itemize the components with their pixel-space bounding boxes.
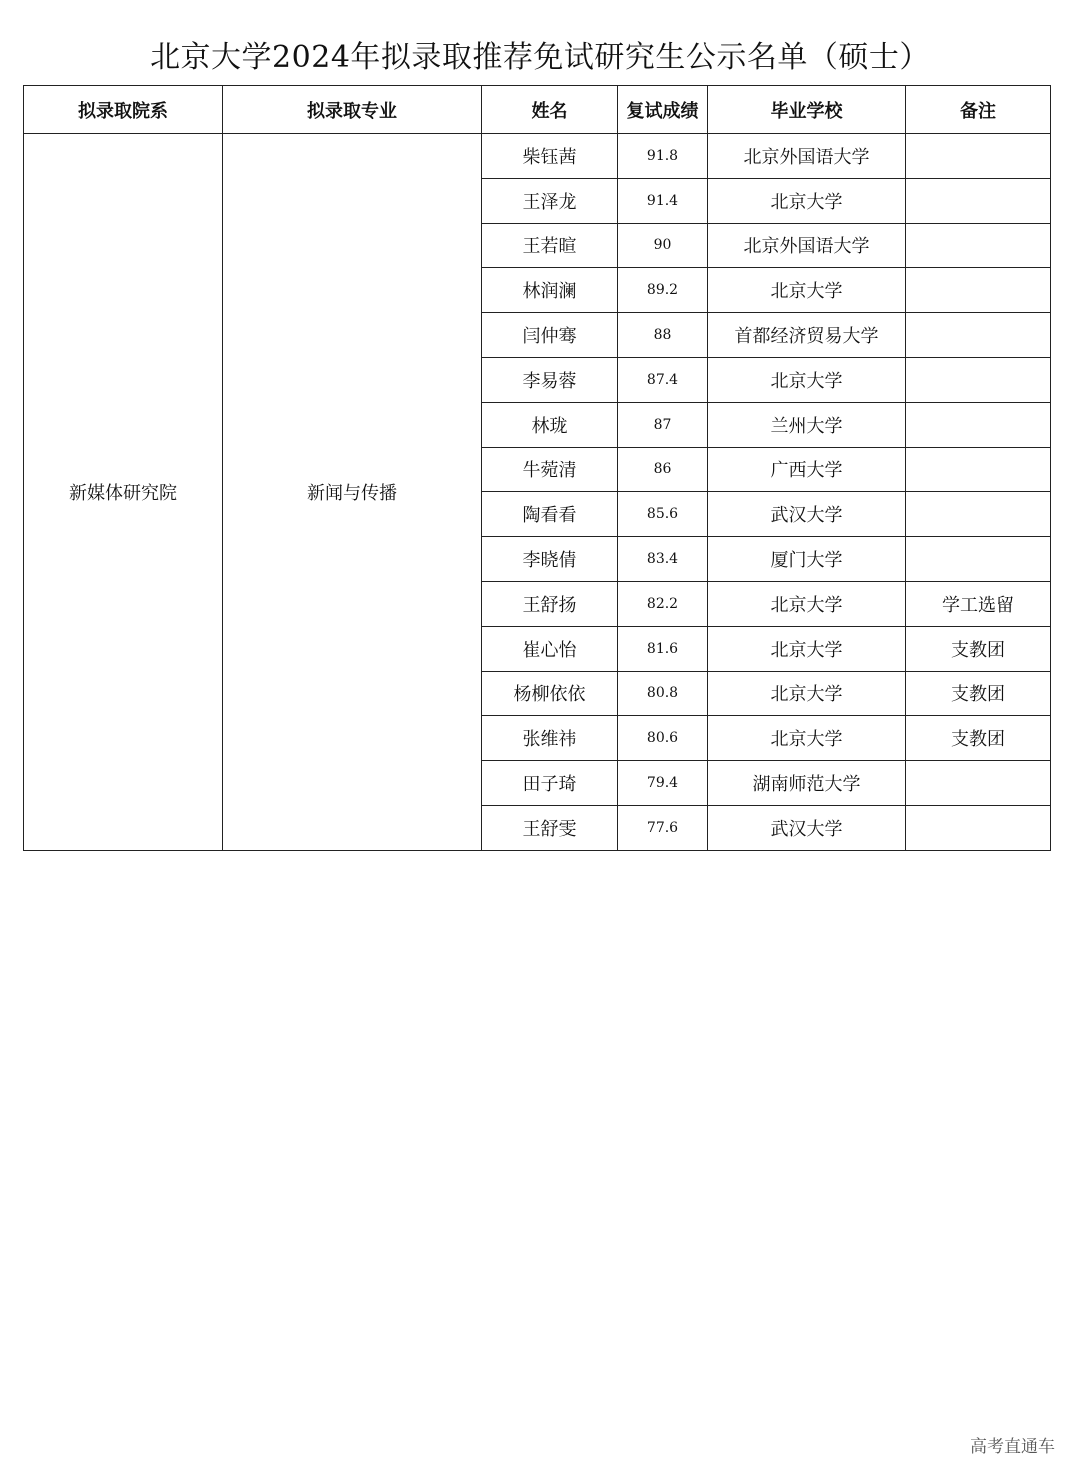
school-cell: 广西大学 bbox=[708, 447, 906, 492]
school-cell: 北京大学 bbox=[708, 178, 906, 223]
score-cell: 87 bbox=[618, 402, 708, 447]
name-cell: 陶看看 bbox=[482, 492, 618, 537]
score-cell: 87.4 bbox=[618, 357, 708, 402]
score-cell: 80.8 bbox=[618, 671, 708, 716]
table-body bbox=[24, 134, 1051, 851]
score-cell: 86 bbox=[618, 447, 708, 492]
score-cell: 82.2 bbox=[618, 581, 708, 626]
score-cell: 90 bbox=[618, 223, 708, 268]
name-cell: 李易蓉 bbox=[482, 357, 618, 402]
note-cell bbox=[906, 761, 1051, 806]
school-cell: 北京外国语大学 bbox=[708, 134, 906, 179]
name-cell: 王舒扬 bbox=[482, 581, 618, 626]
name-cell: 杨柳依依 bbox=[482, 671, 618, 716]
header-school: 毕业学校 bbox=[708, 86, 906, 134]
school-cell: 北京大学 bbox=[708, 357, 906, 402]
score-cell: 81.6 bbox=[618, 626, 708, 671]
header-name: 姓名 bbox=[482, 86, 618, 134]
note-cell: 支教团 bbox=[906, 626, 1051, 671]
note-cell bbox=[906, 357, 1051, 402]
major-cell: 新闻与传播 bbox=[223, 134, 482, 851]
school-cell: 北京大学 bbox=[708, 716, 906, 761]
note-cell: 支教团 bbox=[906, 716, 1051, 761]
score-cell: 80.6 bbox=[618, 716, 708, 761]
table-row bbox=[24, 134, 1051, 179]
school-cell: 厦门大学 bbox=[708, 537, 906, 582]
note-cell bbox=[906, 447, 1051, 492]
score-cell: 91.4 bbox=[618, 178, 708, 223]
score-cell: 91.8 bbox=[618, 134, 708, 179]
header-major: 拟录取专业 bbox=[223, 86, 482, 134]
name-cell: 林润澜 bbox=[482, 268, 618, 313]
admission-table bbox=[23, 85, 1051, 851]
name-cell: 闫仲骞 bbox=[482, 313, 618, 358]
name-cell: 柴钰茜 bbox=[482, 134, 618, 179]
school-cell: 武汉大学 bbox=[708, 492, 906, 537]
score-cell: 83.4 bbox=[618, 537, 708, 582]
name-cell: 王泽龙 bbox=[482, 178, 618, 223]
note-cell bbox=[906, 537, 1051, 582]
score-cell: 85.6 bbox=[618, 492, 708, 537]
score-cell: 89.2 bbox=[618, 268, 708, 313]
page-title: 北京大学2024年拟录取推荐免试研究生公示名单（硕士） bbox=[150, 40, 930, 75]
score-cell: 79.4 bbox=[618, 761, 708, 806]
note-cell bbox=[906, 402, 1051, 447]
school-cell: 兰州大学 bbox=[708, 402, 906, 447]
note-cell bbox=[906, 313, 1051, 358]
school-cell: 北京大学 bbox=[708, 581, 906, 626]
school-cell: 湖南师范大学 bbox=[708, 761, 906, 806]
header-note: 备注 bbox=[906, 86, 1051, 134]
school-cell: 北京大学 bbox=[708, 671, 906, 716]
note-cell bbox=[906, 223, 1051, 268]
school-cell: 首都经济贸易大学 bbox=[708, 313, 906, 358]
name-cell: 崔心怡 bbox=[482, 626, 618, 671]
source-watermark: 高考直通车 bbox=[970, 1437, 1055, 1457]
school-cell: 武汉大学 bbox=[708, 805, 906, 850]
school-cell: 北京大学 bbox=[708, 626, 906, 671]
note-cell bbox=[906, 134, 1051, 179]
name-cell: 田子琦 bbox=[482, 761, 618, 806]
note-cell bbox=[906, 805, 1051, 850]
department-cell: 新媒体研究院 bbox=[24, 134, 223, 851]
name-cell: 张维祎 bbox=[482, 716, 618, 761]
header-department: 拟录取院系 bbox=[24, 86, 223, 134]
header-score: 复试成绩 bbox=[618, 86, 708, 134]
note-cell: 学工选留 bbox=[906, 581, 1051, 626]
note-cell: 支教团 bbox=[906, 671, 1051, 716]
note-cell bbox=[906, 268, 1051, 313]
name-cell: 林珑 bbox=[482, 402, 618, 447]
score-cell: 77.6 bbox=[618, 805, 708, 850]
name-cell: 王舒雯 bbox=[482, 805, 618, 850]
note-cell bbox=[906, 178, 1051, 223]
note-cell bbox=[906, 492, 1051, 537]
name-cell: 王若暄 bbox=[482, 223, 618, 268]
score-cell: 88 bbox=[618, 313, 708, 358]
table-header-row bbox=[24, 86, 1051, 134]
school-cell: 北京大学 bbox=[708, 268, 906, 313]
name-cell: 牛菀清 bbox=[482, 447, 618, 492]
school-cell: 北京外国语大学 bbox=[708, 223, 906, 268]
name-cell: 李晓倩 bbox=[482, 537, 618, 582]
